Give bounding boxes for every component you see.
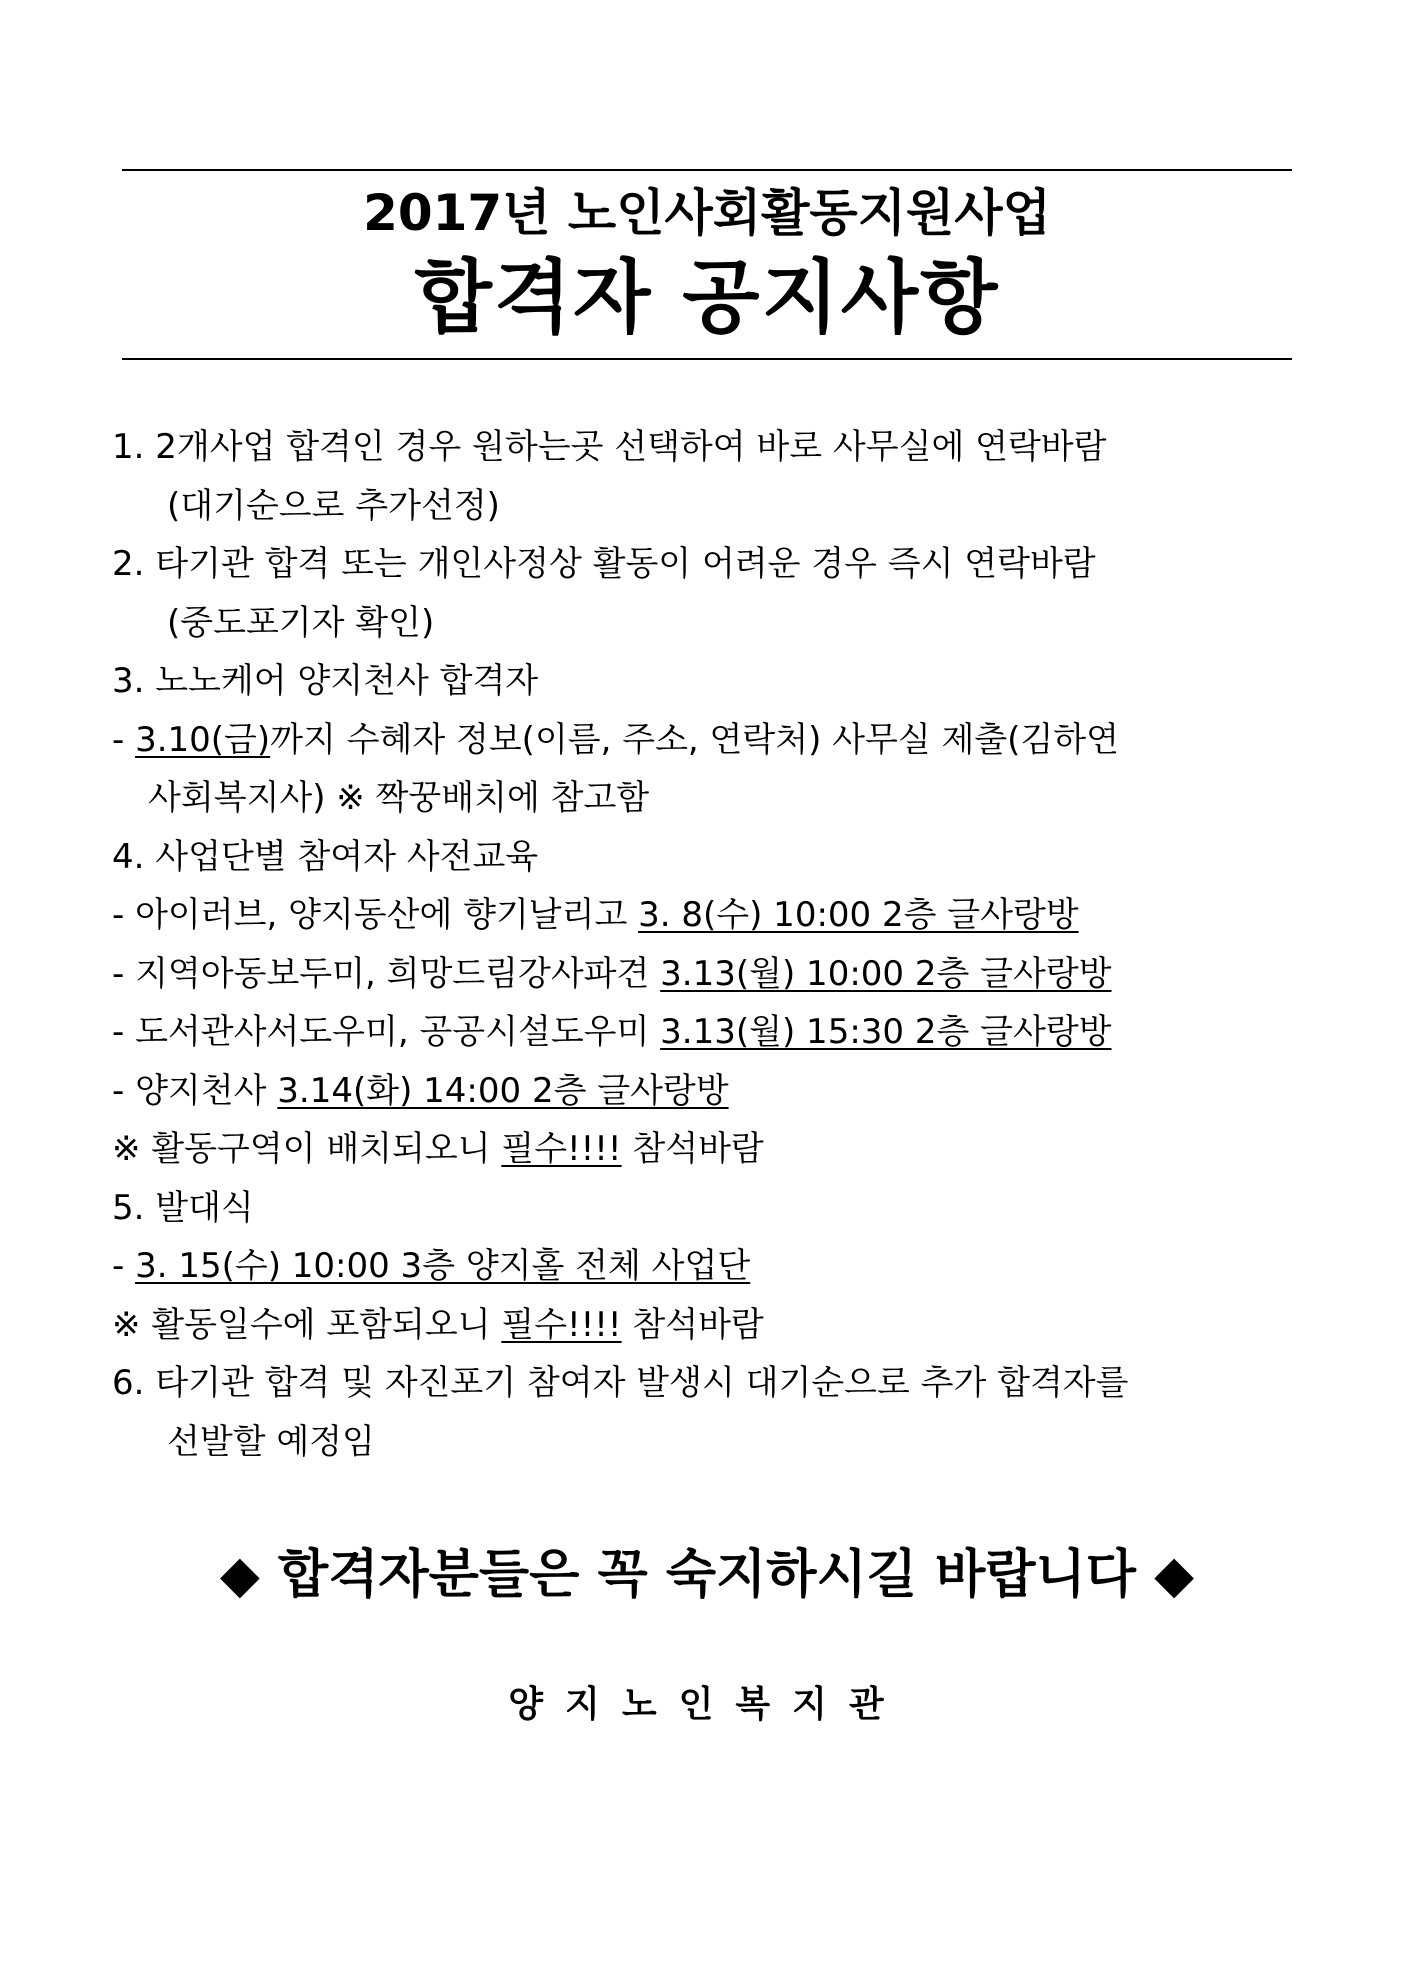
item-4-detail-1-schedule: 3. 8(수) 10:00 2층 글사랑방 [638, 895, 1079, 935]
item-4-detail-1 [112, 886, 1302, 945]
item-4-detail-2-schedule: 3.13(월) 10:00 2층 글사랑방 [660, 953, 1112, 994]
item-3-detail-1-text: 까지 수혜자 정보(이름, 주소, 연락처) 사무실 제출(김하연 [270, 719, 1119, 760]
item-5-detail-1 [112, 1237, 1302, 1296]
item-1-line-2: (대기순으로 추가선정) [167, 485, 500, 526]
title-rule-top [122, 169, 1292, 171]
item-4-detail-4-group: - 양지천사 [112, 1070, 278, 1111]
item-4-detail-3-group: - 도서관사서도우미, 공공시설도우미 [112, 1012, 661, 1052]
item-4-note-suffix: 참석바람 [621, 1129, 764, 1169]
closing-message: ◆ 합격자분들은 꼭 숙지하시길 바랍니다 ◆ [219, 1545, 1195, 1605]
item-4-line-1: 4. 사업단별 참여자 사전교육 [112, 836, 539, 877]
title-rule-bottom [122, 358, 1292, 360]
item-4-detail-4-schedule: 3.14(화) 14:00 2층 글사랑방 [277, 1070, 729, 1111]
item-3-deadline: 3.10(금) [135, 719, 271, 760]
item-2-line-2: (중도포기자 확인) [167, 602, 435, 643]
organization-name: 양지노인복지관 [508, 1684, 906, 1725]
item-5-note-suffix: 참석바람 [621, 1304, 764, 1345]
item-4-detail-3-schedule: 3.13(월) 15:30 2층 글사랑방 [660, 1012, 1112, 1052]
item-4-note [112, 1120, 1302, 1179]
item-6-line-2: 선발할 예정임 [167, 1421, 375, 1462]
item-3-detail-1 [112, 711, 1302, 770]
item-4-note-required: 필수!!!! [501, 1129, 622, 1169]
item-5-note-required: 필수!!!! [501, 1304, 622, 1345]
item-4-detail-1-group: - 아이러브, 양지동산에 향기날리고 [112, 895, 639, 935]
item-6-line-1: 6. 타기관 합격 및 자진포기 참여자 발생시 대기순으로 추가 합격자를 [112, 1363, 1129, 1403]
item-5-line-1: 5. 발대식 [112, 1187, 254, 1228]
document-title: 합격자 공지사항 [414, 251, 1000, 344]
item-4-detail-4 [112, 1062, 1302, 1121]
document-subtitle: 2017년 노인사회활동지원사업 [363, 184, 1051, 242]
item-3-detail-1-prefix: - [112, 719, 136, 760]
item-4-detail-2 [112, 945, 1302, 1004]
item-3-line-1: 3. 노노케어 양지천사 합격자 [112, 661, 539, 701]
item-5-note-text: ※ 활동일수에 포함되오니 [112, 1304, 502, 1345]
item-1-line-1: 1. 2개사업 합격인 경우 원하는곳 선택하여 바로 사무실에 연락바람 [112, 427, 1107, 467]
item-5-schedule: 3. 15(수) 10:00 3층 양지홀 전체 사업단 [135, 1246, 751, 1286]
notice-list [112, 418, 1302, 1471]
item-3-detail-2: 사회복지사) ※ 짝꿍배치에 참고함 [148, 778, 650, 818]
item-2-line-1: 2. 타기관 합격 또는 개인사정상 활동이 어려운 경우 즉시 연락바람 [112, 544, 1096, 584]
item-5-note [112, 1296, 1302, 1355]
item-5-detail-1-prefix: - [112, 1246, 136, 1286]
item-4-detail-3 [112, 1003, 1302, 1062]
item-4-detail-2-group: - 지역아동보두미, 희망드림강사파견 [112, 953, 661, 994]
item-4-note-text: ※ 활동구역이 배치되오니 [112, 1129, 502, 1169]
